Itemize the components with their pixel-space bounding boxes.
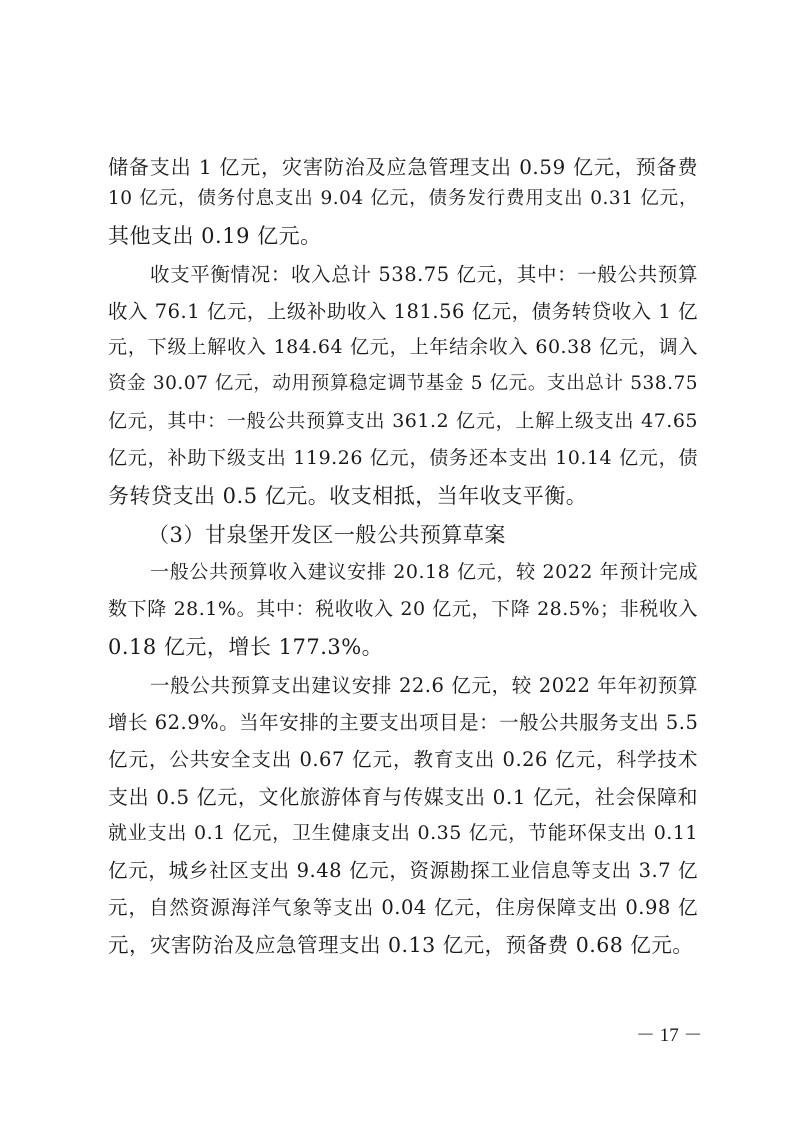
body-text-line: 务转贷支出 0.5 亿元。收支相抵，当年收支平衡。 xyxy=(108,484,588,508)
body-text-line: 增长 62.9%。当年安排的主要支出项目是：一般公共服务支出 5.5 xyxy=(108,711,699,734)
body-text-line: 就业支出 0.1 亿元，卫生健康支出 0.35 亿元，节能环保支出 0.11 xyxy=(108,822,698,844)
body-text-line: 资金 30.07 亿元，动用预算稳定调节基金 5 亿元。支出总计 538.75 xyxy=(108,373,698,394)
body-text-line: 亿元，其中：一般公共预算支出 361.2 亿元，上解上级支出 47.65 xyxy=(108,410,698,432)
body-text-line: 亿元，补助下级支出 119.26 亿元，债务还本支出 10.14 亿元，债 xyxy=(108,447,698,469)
body-text-line: 收入 76.1 亿元，上级补助收入 181.56 亿元，债务转贷收入 1 亿 xyxy=(108,300,698,323)
section-heading: （3）甘泉堡开发区一般公共预算草案 xyxy=(148,523,506,547)
page-number: － 17 － xyxy=(636,1025,703,1046)
body-text-line: 10 亿元，债务付息支出 9.04 亿元，债务发行费用支出 0.31 亿元， xyxy=(108,188,698,209)
body-text-line: 一般公共预算支出建议安排 22.6 亿元，较 2022 年年初预算 xyxy=(150,674,698,697)
body-text-line: 支出 0.5 亿元，文化旅游体育与传媒支出 0.1 亿元，社会保障和 xyxy=(108,785,698,809)
body-text-line: 亿元，城乡社区支出 9.48 亿元，资源勘探工业信息等支出 3.7 亿 xyxy=(108,859,698,882)
body-text-line: 元，灾害防治及应急管理支出 0.13 亿元，预备费 0.68 亿元。 xyxy=(108,933,694,957)
body-text-line: 收支平衡情况：收入总计 538.75 亿元，其中：一般公共预算 xyxy=(150,263,698,286)
body-text-line: 数下降 28.1%。其中：税收收入 20 亿元，下降 28.5%；非税收入 xyxy=(108,598,698,620)
body-text-line: 其他支出 0.19 亿元。 xyxy=(108,224,322,248)
body-text-line: 0.18 亿元，增长 177.3%。 xyxy=(108,635,384,659)
body-text-line: 元，下级上解收入 184.64 亿元，上年结余收入 60.38 亿元，调入 xyxy=(108,336,698,358)
body-text-line: 储备支出 1 亿元，灾害防治及应急管理支出 0.59 亿元，预备费 xyxy=(108,155,698,179)
body-text-line: 元，自然资源海洋气象等支出 0.04 亿元，住房保障支出 0.98 亿 xyxy=(108,896,698,919)
body-text-line: 亿元，公共安全支出 0.67 亿元，教育支出 0.26 亿元，科学技术 xyxy=(108,748,698,771)
body-text-line: 一般公共预算收入建议安排 20.18 亿元，较 2022 年预计完成 xyxy=(150,561,698,583)
